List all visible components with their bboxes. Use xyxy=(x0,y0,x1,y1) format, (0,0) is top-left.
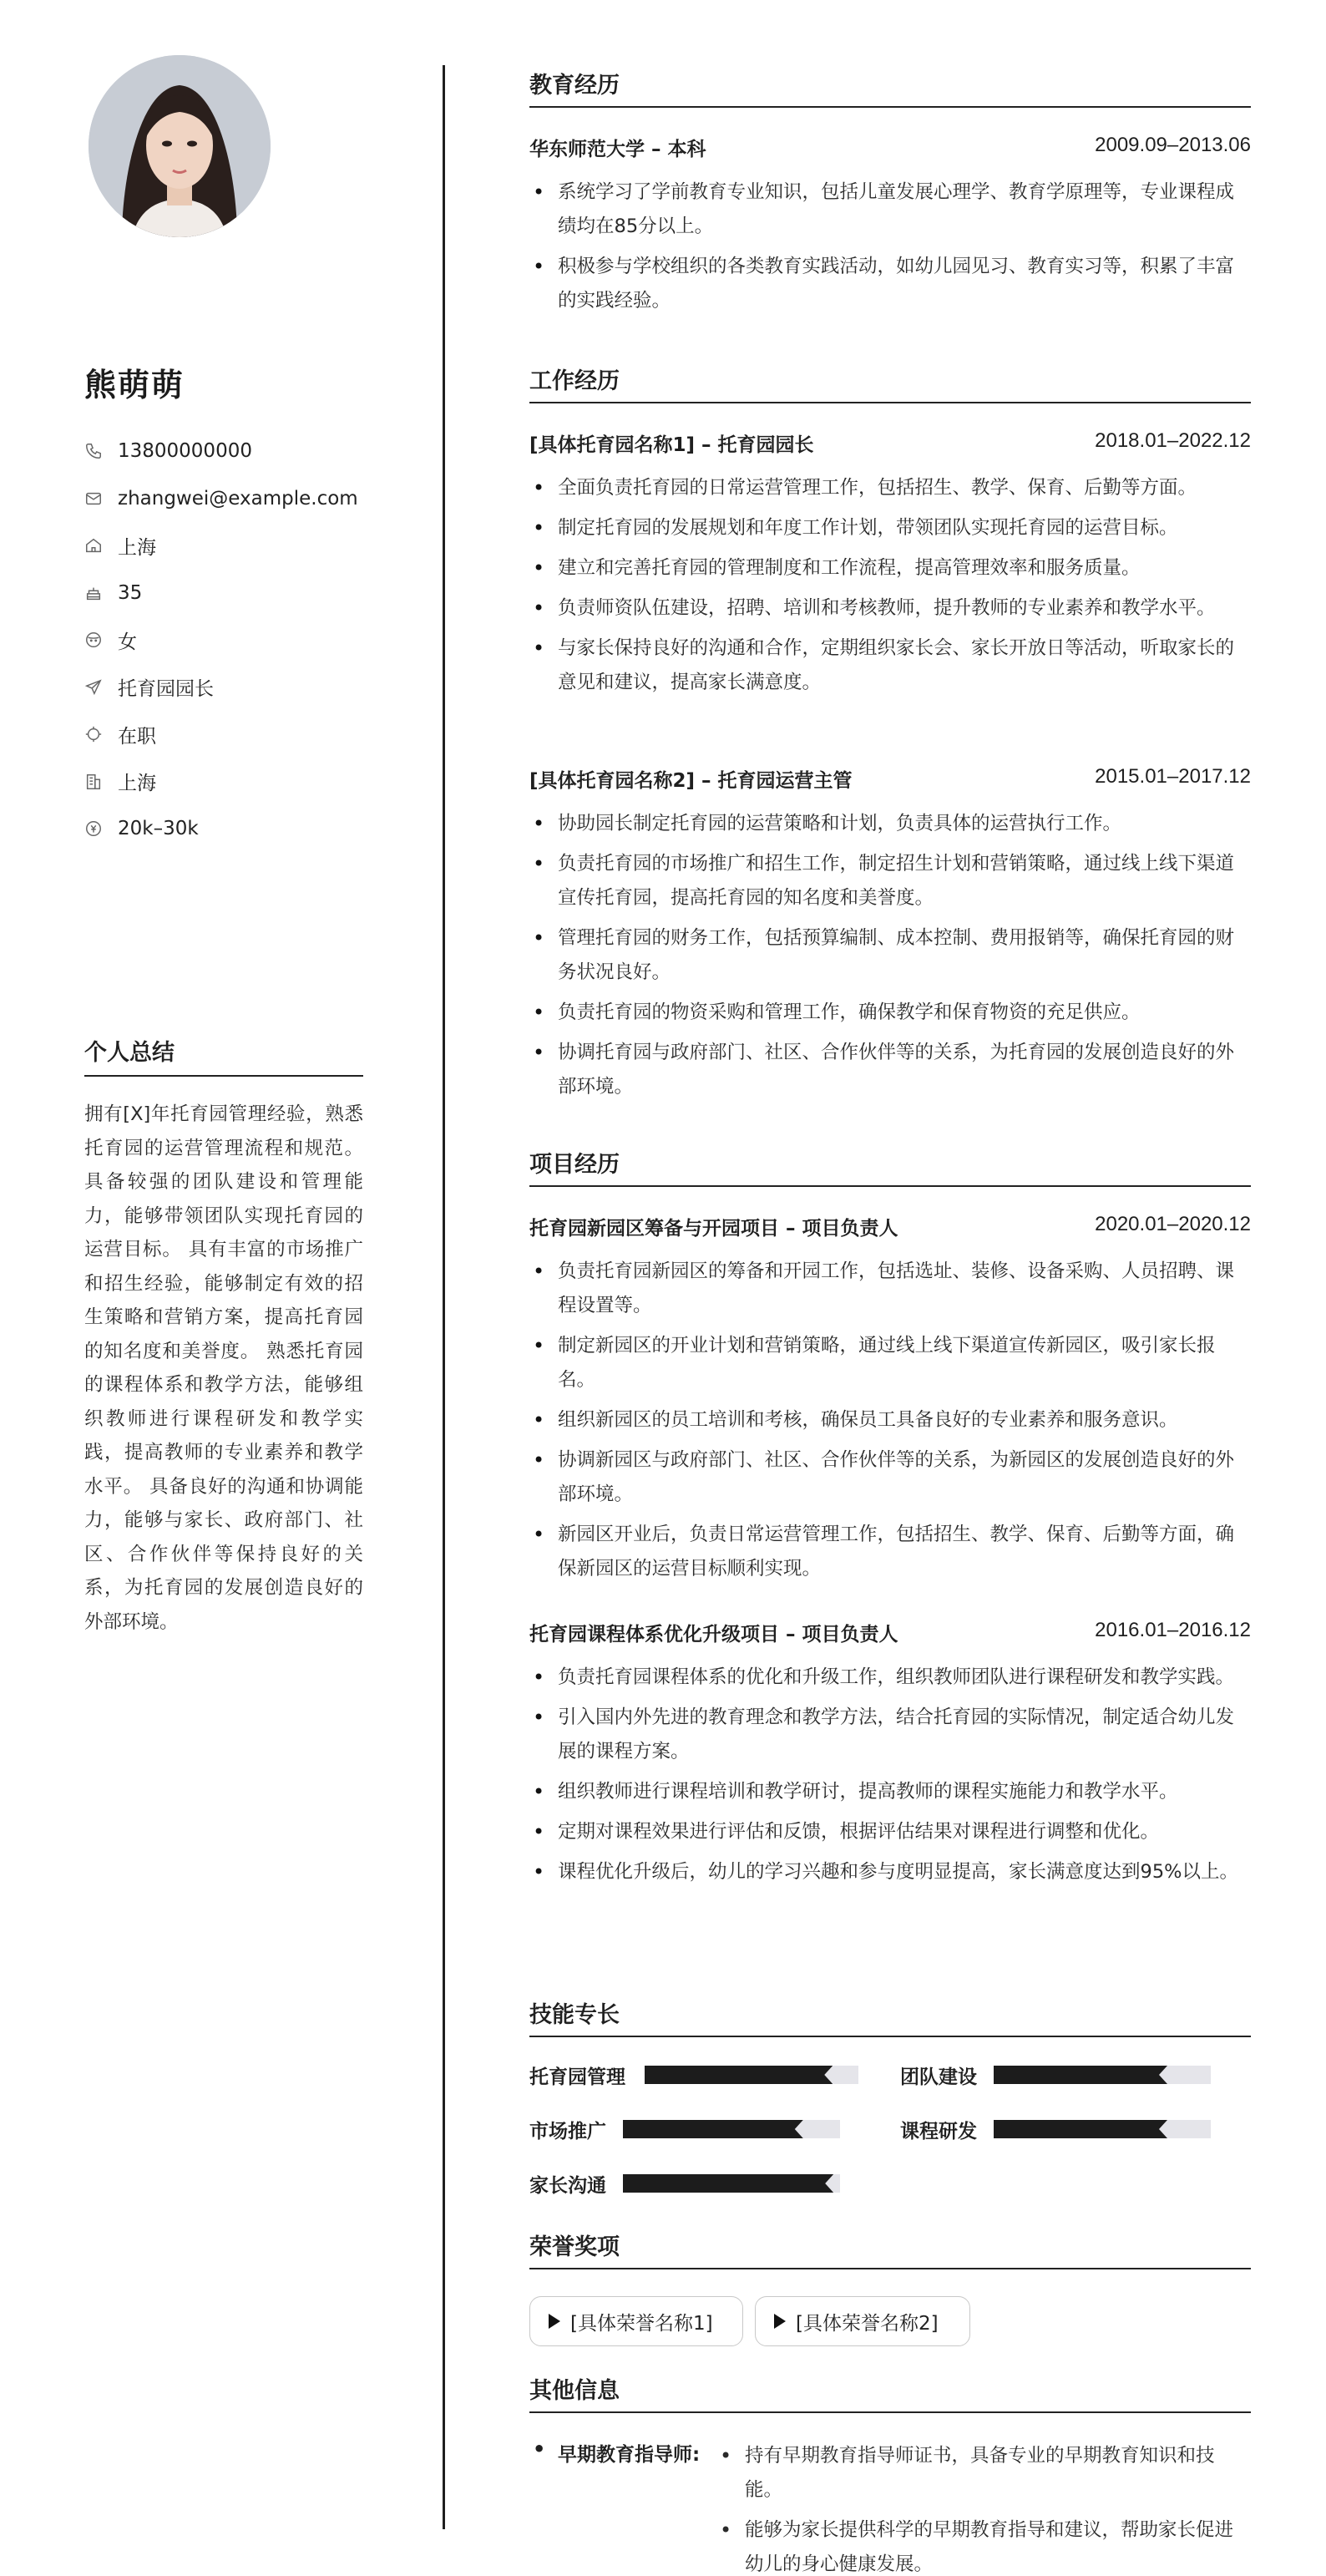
send-icon xyxy=(84,678,103,697)
position-value: 托育园园长 xyxy=(118,678,214,701)
skill-bar xyxy=(994,2120,1211,2138)
skill-bar-fill xyxy=(994,2120,1167,2138)
target-city-value: 上海 xyxy=(118,773,156,795)
job-1-date: 2018.01–2022.12 xyxy=(1095,429,1251,452)
honor-item-2[interactable] xyxy=(755,2296,970,2346)
honors-heading: 荣誉奖项 xyxy=(529,2229,1251,2269)
phone-icon xyxy=(84,442,103,460)
job-2-role: [具体托育园名称2] – 托育园运营主管 xyxy=(529,770,853,792)
list-item: • 与家长保持良好的沟通和合作，定期组织家长会、家长开放日等活动，听取家长的意见和建议，提高家长满意度。 xyxy=(529,631,1251,700)
summary-heading: 个人总结 xyxy=(84,1034,363,1077)
list-item: • 负责托育园课程体系的优化和升级工作，组织教师团队进行课程研发和教学实践。 xyxy=(529,1661,1251,1695)
play-icon xyxy=(549,2314,560,2329)
job-2-bullets xyxy=(529,807,1251,1110)
skill-bar-fill xyxy=(645,2066,833,2084)
gender-icon xyxy=(84,631,103,649)
avatar xyxy=(89,55,271,237)
project-1-bullets xyxy=(529,1255,1251,1592)
list-item: • 积极参与学校组织的各类教育实践活动，如幼儿园见习、教育实习等，积累了丰富的实践经验。 xyxy=(529,250,1251,318)
list-item: • 新园区开业后，负责日常运营管理工作，包括招生、教学、保育、后勤等方面，确保新园区的运营目标顺利实现。 xyxy=(529,1518,1251,1586)
list-item: • 负责师资队伍建设，招聘、培训和考核教师，提升教师的专业素养和教学水平。 xyxy=(529,591,1251,626)
job-2-header xyxy=(529,765,1251,793)
skill-bar-fill xyxy=(994,2066,1167,2084)
other-label: • 早期教育指导师: xyxy=(529,2439,700,2467)
education-school: 华东师范大学 – 本科 xyxy=(529,139,706,160)
list-item: • 全面负责托育园的日常运营管理工作，包括招生、教学、保育、后勤等方面。 xyxy=(529,471,1251,505)
age-value: 35 xyxy=(118,581,143,604)
list-item: • 组织新园区的员工培训和考核，确保员工具备良好的专业素养和服务意识。 xyxy=(529,1403,1251,1438)
skill-row xyxy=(529,2117,606,2142)
work-heading: 工作经历 xyxy=(529,363,1251,403)
info-phone xyxy=(84,428,385,475)
list-item: • 课程优化升级后，幼儿的学习兴趣和参与度明显提高，家长满意度达到95%以上。 xyxy=(529,1855,1251,1889)
status-value: 在职 xyxy=(118,725,156,748)
info-email xyxy=(84,475,385,523)
mail-icon xyxy=(84,489,103,508)
honor-item-1[interactable] xyxy=(529,2296,743,2346)
list-item: • 负责托育园的物资采购和管理工作，确保教学和保育物资的充足供应。 xyxy=(529,996,1251,1030)
job-1-role: [具体托育园名称1] – 托育园园长 xyxy=(529,434,814,456)
list-item: • 引入国内外先进的教育理念和教学方法，结合托育园的实际情况，制定适合幼儿发展的课程方案。 xyxy=(529,1701,1251,1769)
list-item: • 制定托育园的发展规划和年度工作计划，带领团队实现托育园的运营目标。 xyxy=(529,511,1251,545)
education-bullets xyxy=(529,175,1251,324)
person-name: 熊萌萌 xyxy=(84,367,185,403)
project-2-bullets xyxy=(529,1661,1251,1895)
list-item: • 能够为家长提供科学的早期教育指导和建议，帮助家长促进幼儿的身心健康发展。 xyxy=(716,2513,1251,2576)
skill-label: 课程研发 xyxy=(900,2120,977,2142)
skill-bar-fill xyxy=(623,2120,803,2138)
education-date: 2009.09–2013.06 xyxy=(1095,134,1251,156)
list-item: • 制定新园区的开业计划和营销策略，通过线上线下渠道宣传新园区，吸引家长报名。 xyxy=(529,1329,1251,1397)
list-item: • 系统学习了学前教育专业知识，包括儿童发展心理学、教育学原理等，专业课程成绩均在85分以上。 xyxy=(529,175,1251,244)
phone-value: 13800000000 xyxy=(118,440,252,463)
projects-heading: 项目经历 xyxy=(529,1146,1251,1187)
list-item: • 负责托育园新园区的筹备和开园工作，包括选址、装修、设备采购、人员招聘、课程设置等。 xyxy=(529,1255,1251,1323)
job-1-bullets xyxy=(529,471,1251,706)
info-gender xyxy=(84,616,385,664)
skill-label: 团队建设 xyxy=(900,2066,977,2088)
list-item: • 负责托育园的市场推广和招生工作，制定招生计划和营销策略，通过线上线下渠道宣传托育园，提高托育园的知名度和美誉度。 xyxy=(529,847,1251,915)
portrait-illustration xyxy=(89,55,271,237)
info-age xyxy=(84,570,385,617)
list-item: • 管理托育园的财务工作，包括预算编制、成本控制、费用报销等，确保托育园的财务状况良好。 xyxy=(529,921,1251,990)
skill-row xyxy=(900,2117,977,2142)
skill-label: 家长沟通 xyxy=(529,2174,606,2197)
skill-bar xyxy=(645,2066,858,2084)
project-1-name: 托育园新园区筹备与开园项目 – 项目负责人 xyxy=(529,1218,898,1240)
list-item: • 组织教师进行课程培训和教学研讨，提高教师的课程实施能力和教学水平。 xyxy=(529,1775,1251,1809)
skill-bar xyxy=(994,2066,1211,2084)
info-location xyxy=(84,522,385,570)
status-icon xyxy=(84,725,103,743)
skills-heading: 技能专长 xyxy=(529,1996,1251,2037)
list-item: • 协调托育园与政府部门、社区、合作伙伴等的关系，为托育园的发展创造良好的外部环境。 xyxy=(529,1036,1251,1104)
info-position xyxy=(84,664,385,712)
project-1-date: 2020.01–2020.12 xyxy=(1095,1213,1251,1235)
list-item: • 协助园长制定托育园的运营策略和计划，负责具体的运营执行工作。 xyxy=(529,807,1251,841)
project-1-header xyxy=(529,1213,1251,1240)
play-icon xyxy=(774,2314,786,2329)
list-item: • 持有早期教育指导师证书，具备专业的早期教育知识和技能。 xyxy=(716,2439,1251,2508)
skill-row xyxy=(529,2062,625,2087)
info-status xyxy=(84,711,385,758)
column-divider xyxy=(443,65,445,2529)
salary-icon xyxy=(84,819,103,838)
info-target-city xyxy=(84,758,385,806)
project-2-date: 2016.01–2016.12 xyxy=(1095,1619,1251,1641)
list-item: • 建立和完善托育园的管理制度和工作流程，提高管理效率和服务质量。 xyxy=(529,551,1251,586)
project-2-name: 托育园课程体系优化升级项目 – 项目负责人 xyxy=(529,1624,898,1645)
salary-value: 20k–30k xyxy=(118,818,199,840)
education-heading: 教育经历 xyxy=(529,67,1251,108)
skill-bar xyxy=(623,2120,840,2138)
contact-info-list xyxy=(84,428,385,853)
skill-bar xyxy=(623,2174,840,2193)
cake-icon xyxy=(84,584,103,602)
gender-value: 女 xyxy=(118,631,137,653)
home-icon xyxy=(84,536,103,555)
location-value: 上海 xyxy=(118,536,156,559)
job-1-header xyxy=(529,429,1251,457)
other-bullets xyxy=(716,2439,1251,2576)
skill-row xyxy=(900,2062,977,2087)
honor-label: [具体荣誉名称2] xyxy=(796,2312,939,2335)
skill-bar-fill xyxy=(623,2174,833,2193)
skill-label: 市场推广 xyxy=(529,2120,606,2142)
project-2-header xyxy=(529,1619,1251,1646)
skill-row xyxy=(529,2171,606,2196)
honor-label: [具体荣誉名称1] xyxy=(570,2312,713,2335)
sidebar xyxy=(0,0,443,2576)
other-heading: 其他信息 xyxy=(529,2372,1251,2413)
info-salary xyxy=(84,805,385,853)
job-2-date: 2015.01–2017.12 xyxy=(1095,765,1251,788)
skill-label: 托育园管理 xyxy=(529,2066,625,2088)
list-item: • 定期对课程效果进行评估和反馈，根据评估结果对课程进行调整和优化。 xyxy=(529,1815,1251,1849)
summary-text: 拥有[X]年托育园管理经验，熟悉托育园的运营管理流程和规范。 具备较强的团队建设和管理能力，能够带领团队实现托育园的运营目标。 具有丰富的市场推广和招生经验，能够制定有效的招生策略和营销方案，提高托育园的知名度和美誉度。 熟悉托育园的课程体系和教学方法，能够组织教师进行课程研发和教学实践，提高教师的专业素养和教学水平。 具备良好的沟通和协调能力，能够与家长、政府部门、社区、合作伙伴等保持良好的关系，为托育园的发展创造良好的外部环境。 xyxy=(84,1103,363,1633)
building-icon xyxy=(84,773,103,791)
education-entry-header xyxy=(529,134,1251,161)
email-value: zhangwei@example.com xyxy=(118,487,358,510)
list-item: • 协调新园区与政府部门、社区、合作伙伴等的关系，为新园区的发展创造良好的外部环境。 xyxy=(529,1443,1251,1512)
